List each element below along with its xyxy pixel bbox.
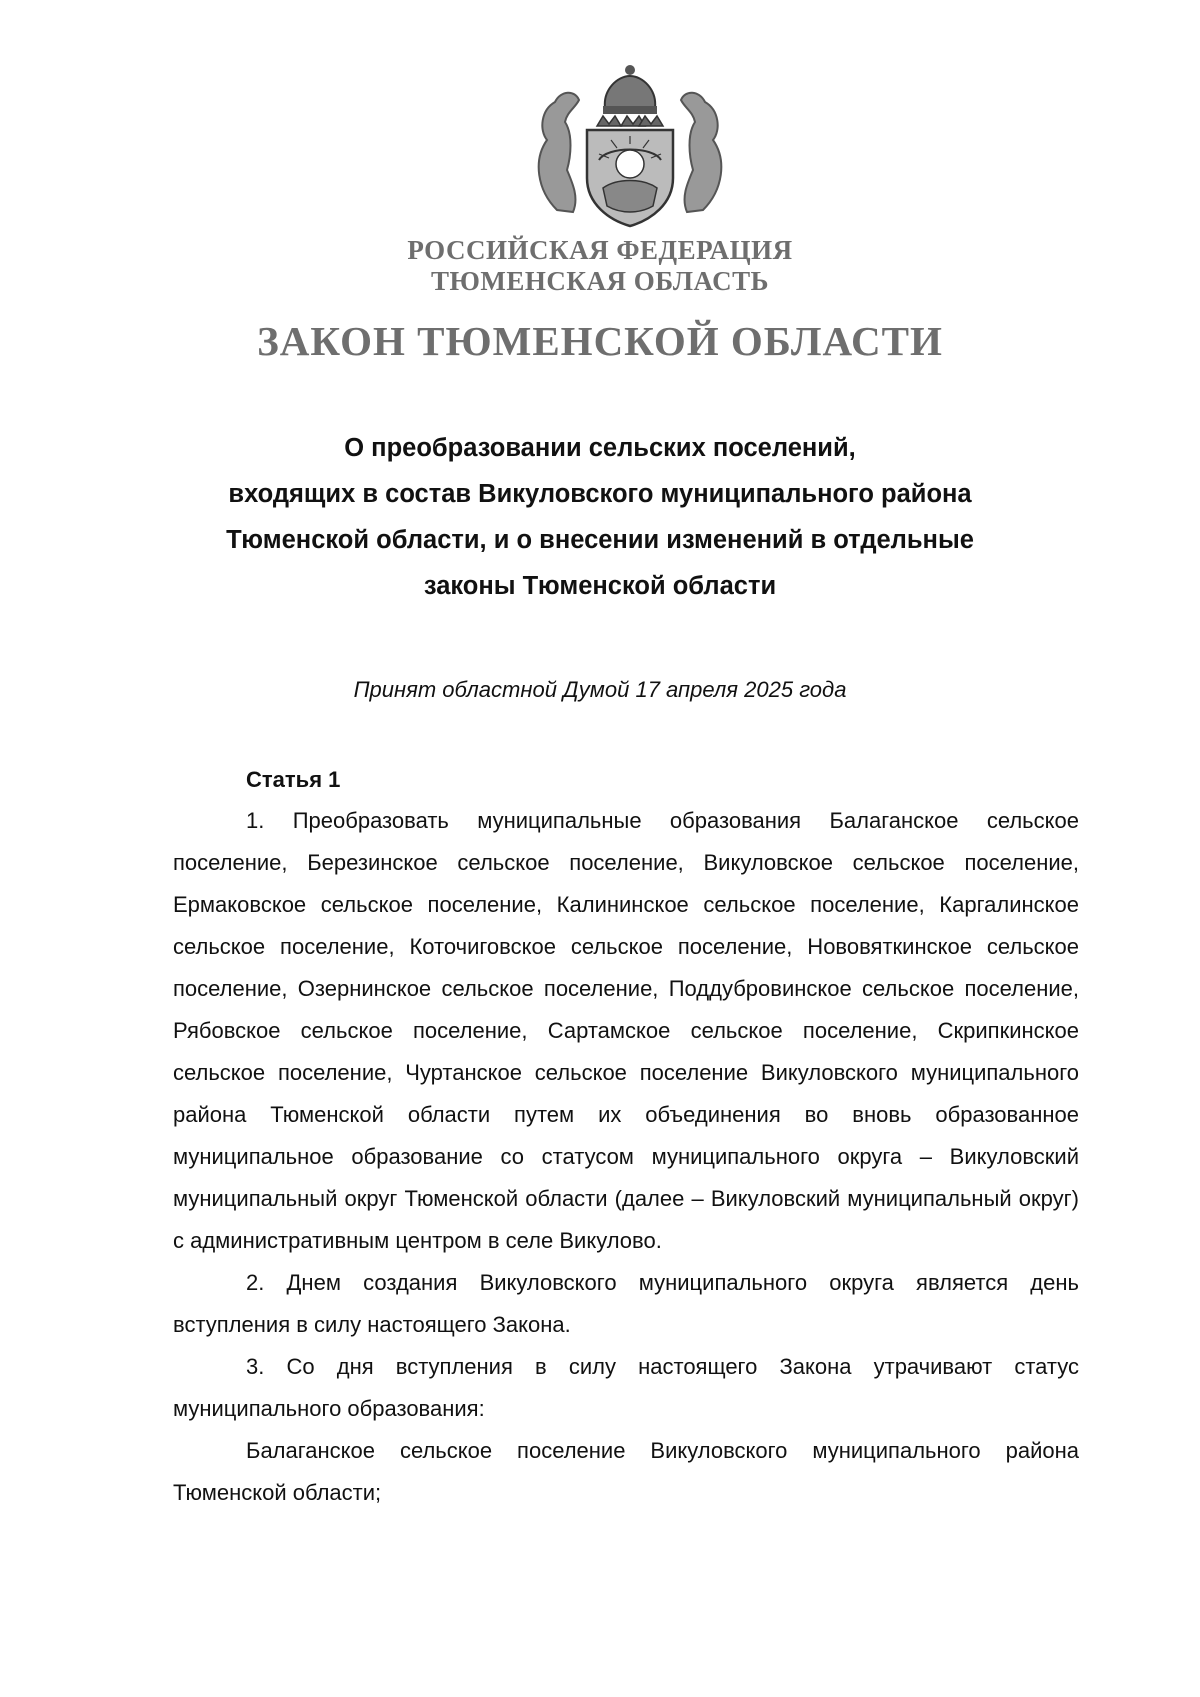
law-title-line: законы Тюменской области <box>423 572 777 600</box>
law-title-line: Тюменской области, и о внесении изменений в отдельные <box>226 526 974 554</box>
adoption-date: Принят областной Думой 17 апреля 2025 года <box>353 677 847 702</box>
article-paragraph: Балаганское сельское поселение Викуловского муниципального района Тюменской области; <box>173 1438 1079 1505</box>
article-paragraph: 1. Преобразовать муниципальные образования Балаганское сельское поселение, Березинское сельское поселение, Викуловское сельское поселение, Ермаковское сельское поселение, Калининское сельское поселение, Каргалинское сельское поселение, Коточиговское сельское поселение, Нововяткинское сельское поселение, Озернинское сельское поселение, Поддубровинское сельское поселение, Рябовское сельское поселение, Сартамское сельское поселение, Скрипкинское сельское поселение, Чуртанское сельское поселение Викуловского муниципального района Тюменской области путем их объединения во вновь образованное муниципальное образование со статусом муниципального округа – Викуловский муниципальный округ Тюменской области (далее – Викуловский муниципальный округ) с административным центром в селе Викулово. <box>173 808 1079 1253</box>
left-supporter-horse-icon <box>539 93 579 212</box>
law-title-line: входящих в состав Викуловского муниципального района <box>228 480 972 508</box>
document-type-heading: ЗАКОН ТЮМЕНСКОЙ ОБЛАСТИ <box>257 318 943 364</box>
article-paragraph: 3. Со дня вступления в силу настоящего Закона утрачивают статус муниципального образования: <box>173 1354 1079 1421</box>
shield-icon <box>587 130 673 226</box>
region-name: ТЮМЕНСКАЯ ОБЛАСТЬ <box>430 266 770 296</box>
article-body <box>173 800 1079 1514</box>
crown-icon <box>603 65 657 114</box>
coat-of-arms-emblem <box>527 60 733 232</box>
country-name: РОССИЙСКАЯ ФЕДЕРАЦИЯ <box>407 235 793 265</box>
article-paragraph: 2. Днем создания Викуловского муниципального округа является день вступления в силу настоящего Закона. <box>173 1270 1079 1337</box>
law-title-line: О преобразовании сельских поселений, <box>344 434 856 462</box>
right-supporter-horse-icon <box>681 93 721 212</box>
article-heading: Статья 1 <box>246 767 341 792</box>
